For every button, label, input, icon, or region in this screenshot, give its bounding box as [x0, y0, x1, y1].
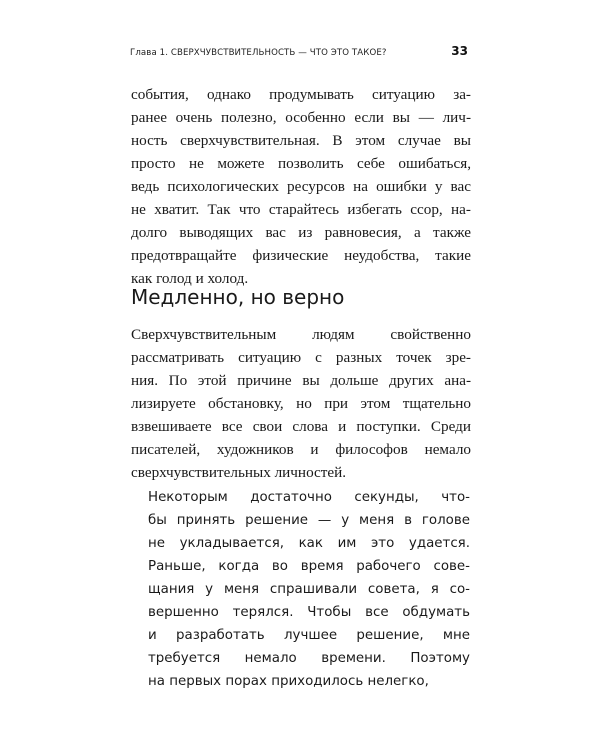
text-line: просто не можете позволить себе ошибаться,	[131, 155, 471, 172]
text-line: долго выводящих вас из равновесия, а также	[131, 224, 471, 241]
text-line: ность сверхчувствительная. В этом случае вы	[131, 132, 471, 149]
paragraph-continued	[131, 83, 471, 290]
text-line: писателей, художников и философов немало	[131, 441, 471, 458]
text-line: сверхчувствительных личностей.	[131, 464, 347, 481]
running-head: Глава 1. СВЕРХЧУВСТВИТЕЛЬНОСТЬ — ЧТО ЭТО ТАКОЕ?	[130, 48, 387, 58]
text-line: взвешиваете все свои слова и поступки. Среди	[131, 418, 471, 435]
text-line: ведь психологических ресурсов на ошибки у вас	[131, 178, 471, 195]
quote-line: и разработать лучшее решение, мне	[148, 628, 470, 643]
text-line: Сверхчувствительным людям свойственно	[131, 326, 471, 343]
section-heading: Медленно, но верно	[131, 285, 345, 309]
text-line: предотвращайте физические неудобства, такие	[131, 247, 471, 264]
quote-line: требуется немало времени. Поэтому	[148, 651, 470, 666]
paragraph	[131, 323, 471, 484]
quote-line: Некоторым достаточно секунды, что-	[148, 490, 470, 505]
quote-line: не укладывается, как им это удается.	[148, 536, 470, 551]
text-line: ранее очень полезно, особенно если вы — лич-	[131, 109, 471, 126]
quote-line: бы принять решение — у меня в голове	[148, 513, 470, 528]
text-line: не хватит. Так что старайтесь избегать ссор, на-	[131, 201, 471, 218]
text-line: как голод и холод.	[131, 270, 249, 287]
text-line: события, однако продумывать ситуацию за-	[131, 86, 471, 103]
text-line: ния. По этой причине вы дольше других ана-	[131, 372, 471, 389]
quote-line: щания у меня спрашивали совета, я со-	[148, 582, 470, 597]
page-number: 33	[451, 44, 468, 58]
quote-line: Раньше, когда во время рабочего сове-	[148, 559, 470, 574]
text-line: лизируете обстановку, но при этом тщательно	[131, 395, 471, 412]
block-quote	[148, 486, 470, 693]
quote-line: вершенно терялся. Чтобы все обдумать	[148, 605, 470, 620]
text-line: рассматривать ситуацию с разных точек зре-	[131, 349, 471, 366]
quote-line: на первых порах приходилось нелегко,	[148, 674, 429, 689]
